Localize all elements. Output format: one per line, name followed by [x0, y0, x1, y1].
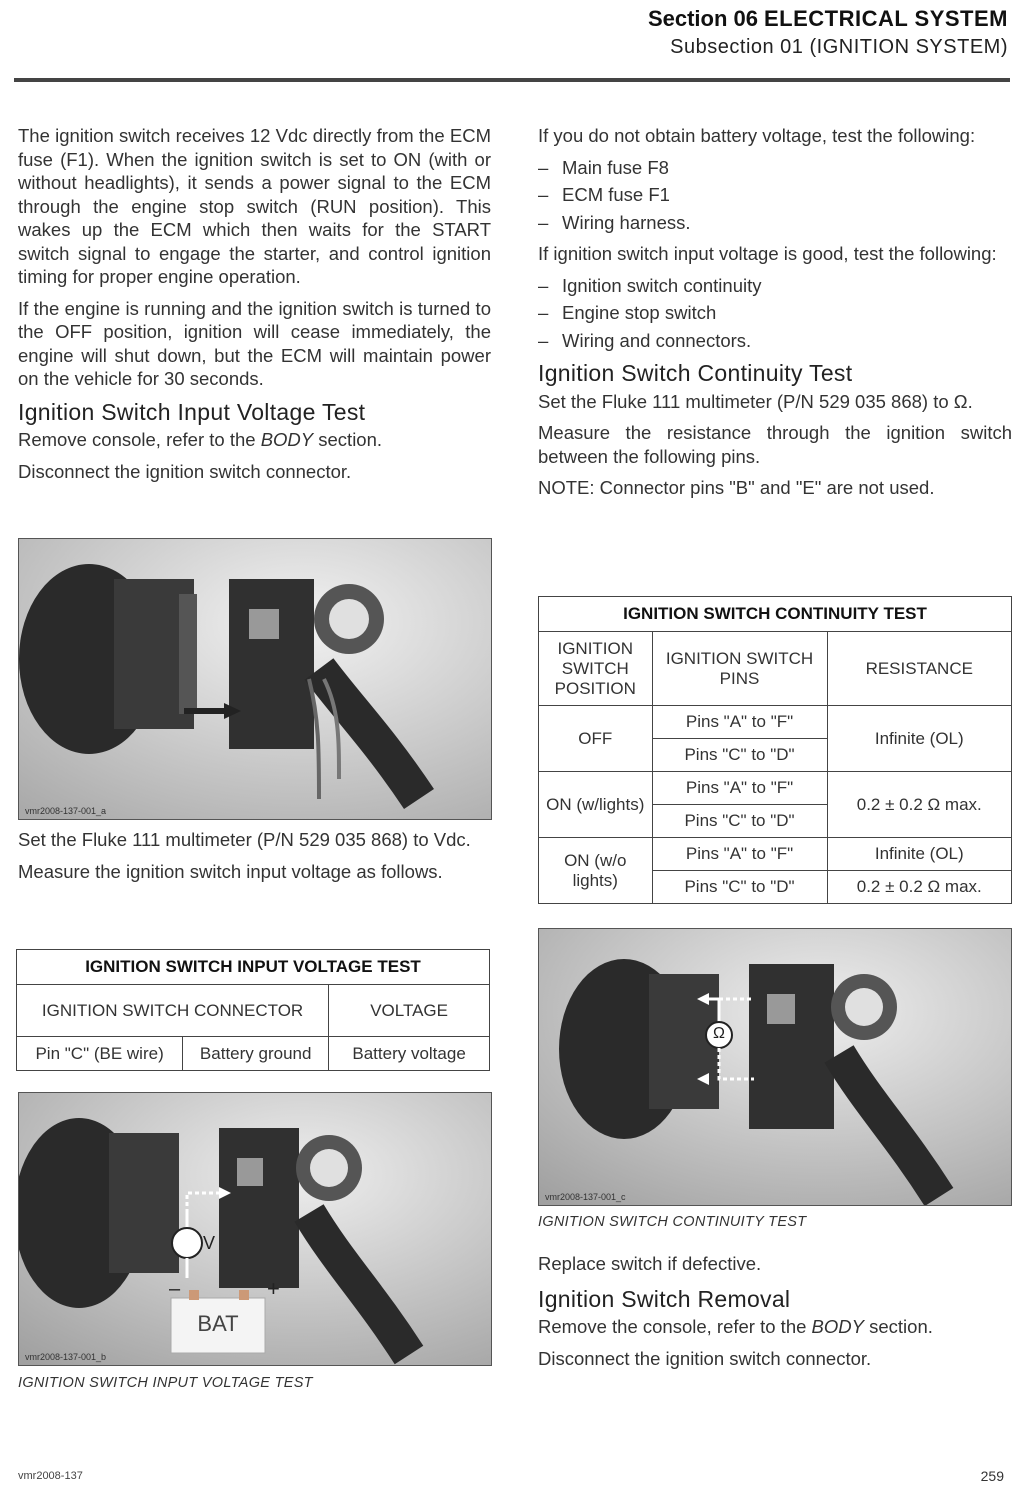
- intro-paragraph: The ignition switch receives 12 Vdc directly from the ECM fuse (F1). When the ignition switch is set to ON (with or without headlights), it sends a power signal to the ECM through the engine stop switch (RUN position). This wakes up the ECM which then waits for the START switch signal to engage the starter, and control ignition timing for proper engine operation.: [18, 125, 491, 287]
- table-header: RESISTANCE: [827, 632, 1011, 706]
- voltmeter-symbol: V: [202, 1233, 215, 1253]
- page-number: 259: [980, 1468, 1004, 1484]
- battery-negative: –: [169, 1278, 181, 1300]
- continuity-table: [538, 596, 1012, 904]
- battery-label: BAT: [197, 1311, 239, 1336]
- connector-photo-disconnected: [18, 538, 492, 820]
- table-cell: Pins "A" to "F": [652, 706, 827, 739]
- no-voltage-paragraph: If you do not obtain battery voltage, test the following:: [538, 125, 976, 146]
- table-cell: Pin "C" (BE wire): [17, 1037, 183, 1071]
- battery-positive: +: [267, 1276, 280, 1301]
- body-section-ref: BODY: [811, 1316, 864, 1337]
- input-voltage-table: [16, 949, 490, 1071]
- input-voltage-test-heading: Ignition Switch Input Voltage Test: [18, 398, 366, 425]
- set-fluke-vdc-step: Set the Fluke 111 multimeter (P/N 529 035 868) to Vdc.: [18, 829, 471, 850]
- table-cell: Pins "A" to "F": [652, 838, 827, 871]
- list-item: – Engine stop switch: [538, 302, 717, 323]
- right-column: [538, 124, 1012, 508]
- figure-caption: IGNITION SWITCH INPUT VOLTAGE TEST: [18, 1375, 313, 1391]
- list-item: – Wiring and connectors.: [538, 329, 752, 351]
- list-item: – Main fuse F8: [538, 156, 669, 178]
- table-cell: Pins "A" to "F": [652, 772, 827, 805]
- off-position-paragraph: If the engine is running and the ignition switch is turned to the OFF position, ignition will cease immediately, the engine will shut down, but the ECM will maintain power on the vehicle for 30 seconds.: [18, 297, 491, 389]
- photo-id-label: vmr2008-137-001_b: [25, 1352, 107, 1362]
- figure-caption: IGNITION SWITCH CONTINUITY TEST: [538, 1214, 807, 1230]
- voltage-good-paragraph: If ignition switch input voltage is good, test the following:: [538, 243, 997, 264]
- measure-resistance-step: Measure the resistance through the ignition switch between the following pins.: [538, 422, 1012, 467]
- connector-photo-illustration: [19, 539, 491, 819]
- disconnect-step: Disconnect the ignition switch connector.: [18, 460, 352, 482]
- measure-voltage-step: Measure the ignition switch input voltage as follows.: [18, 860, 443, 882]
- input-voltage-table-wrapper: [16, 949, 490, 1071]
- table-cell: Battery ground: [183, 1037, 329, 1071]
- table-cell: Infinite (OL): [827, 706, 1011, 772]
- photo-id-label: vmr2008-137-001_c: [545, 1192, 626, 1202]
- remove-console-step: Remove the console, refer to the BODY section.: [538, 1316, 933, 1337]
- table-header: IGNITION SWITCH CONNECTOR: [17, 985, 329, 1037]
- list-item: – ECM fuse F1: [538, 184, 670, 205]
- table-cell: Pins "C" to "D": [652, 871, 827, 904]
- continuity-test-illustration: [539, 929, 1011, 1205]
- section-heading: [648, 6, 1008, 32]
- body-section-ref: BODY: [260, 429, 314, 450]
- subsection-heading: Subsection 01 (IGNITION SYSTEM): [670, 36, 1008, 58]
- table-cell: OFF: [539, 706, 653, 772]
- table-title: IGNITION SWITCH INPUT VOLTAGE TEST: [17, 950, 490, 985]
- connector-note: NOTE: Connector pins "B" and "E" are not used.: [538, 477, 935, 498]
- table-header: IGNITION SWITCH POSITION: [539, 632, 653, 706]
- table-cell: 0.2 ± 0.2 Ω max.: [827, 871, 1011, 904]
- list-item: – Wiring harness.: [538, 211, 691, 233]
- photo-id-label: vmr2008-137-001_a: [25, 806, 107, 816]
- table-cell: Pins "C" to "D": [652, 805, 827, 838]
- right-column-continued: [538, 1252, 1012, 1378]
- continuity-test-heading: Ignition Switch Continuity Test: [538, 360, 853, 386]
- table-cell: ON (w/lights): [539, 772, 653, 838]
- switch-removal-heading: Ignition Switch Removal: [538, 1285, 791, 1312]
- table-cell: Battery voltage: [329, 1037, 490, 1071]
- remove-console-step: Remove console, refer to the BODY section.: [18, 429, 383, 450]
- table-header: VOLTAGE: [329, 985, 490, 1037]
- section-title: ELECTRICAL SYSTEM: [763, 6, 1008, 31]
- left-column-continued: [18, 828, 491, 891]
- disconnect-step: Disconnect the ignition switch connector.: [538, 1347, 872, 1369]
- continuity-test-photo: [538, 928, 1012, 1206]
- continuity-table-wrapper: [538, 596, 1012, 904]
- table-cell: Pins "C" to "D": [652, 739, 827, 772]
- section-label: Section 06: [647, 6, 758, 31]
- set-fluke-ohm-step: Set the Fluke 111 multimeter (P/N 529 035 868) to Ω.: [538, 390, 973, 412]
- table-cell: Infinite (OL): [827, 838, 1011, 871]
- table-title: IGNITION SWITCH CONTINUITY TEST: [539, 597, 1012, 632]
- table-cell: 0.2 ± 0.2 Ω max.: [827, 772, 1011, 838]
- table-cell: ON (w/o lights): [539, 838, 653, 904]
- list-item: – Ignition switch continuity: [538, 274, 762, 296]
- header-divider: [14, 78, 1010, 82]
- voltage-test-photo: [18, 1092, 492, 1366]
- table-header: IGNITION SWITCH PINS: [652, 632, 827, 706]
- document-id: vmr2008-137: [18, 1470, 83, 1482]
- replace-switch-note: Replace switch if defective.: [538, 1253, 762, 1274]
- left-column: [18, 124, 491, 491]
- ohmmeter-symbol: Ω: [713, 1025, 725, 1042]
